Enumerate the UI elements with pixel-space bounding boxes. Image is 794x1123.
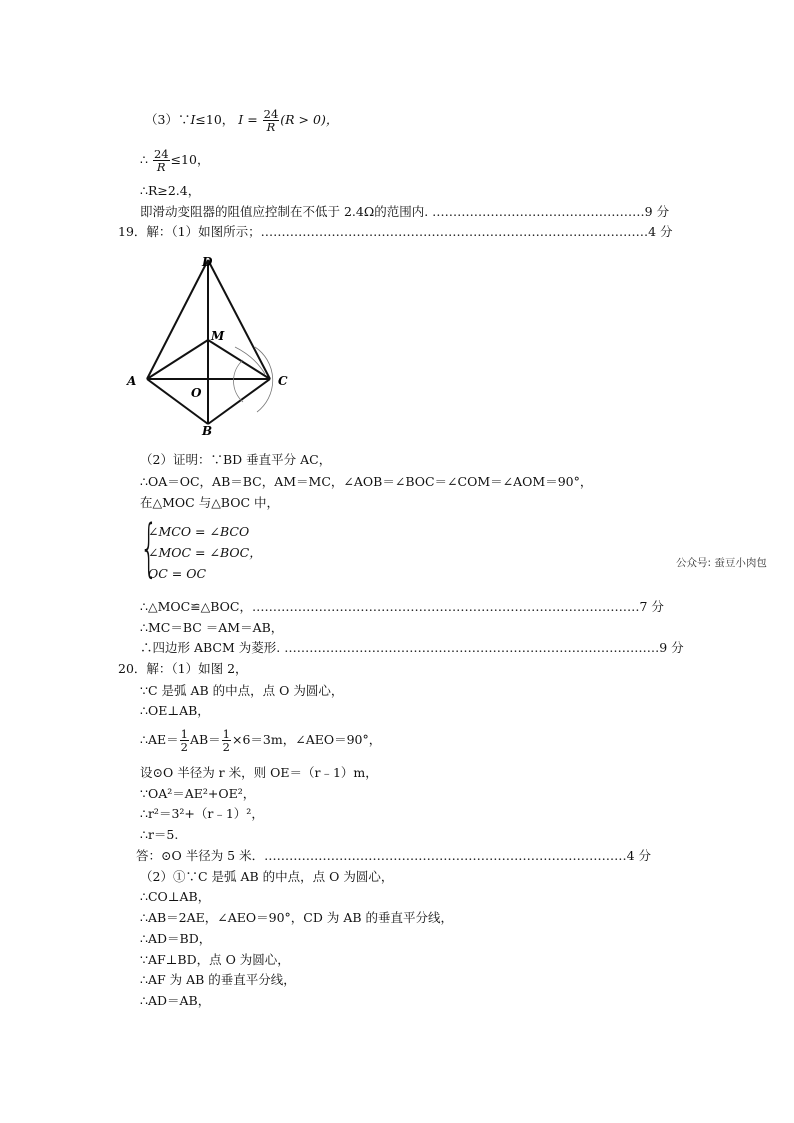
system-line-2: ∠MOC = ∠BOC， — [148, 545, 262, 560]
line-ae-calc — [140, 728, 381, 753]
line-conclusion: 即滑动变阻器的阻值应控制在不低于 2.4Ω的范围内. ……………………………………………9 分 — [140, 204, 670, 219]
side-watermark: 公众号: 蚕豆小肉包 — [676, 557, 767, 569]
text: ≤10， — [195, 112, 235, 127]
fraction — [180, 728, 189, 753]
line-co-perp: ∴CO⊥AB， — [140, 889, 211, 904]
line-ab-2ae: ∴AB＝2AE，∠AEO＝90°，CD 为 AB 的垂直平分线， — [140, 910, 454, 925]
line-proof-start: （2）证明：∵BD 垂直平分 AC， — [140, 452, 332, 467]
line-equal-sides: ∴MC＝BC ＝AM＝AB， — [140, 620, 284, 635]
text: I — [190, 112, 196, 127]
line-part3-condition — [145, 108, 338, 133]
text: （3）∵ — [145, 112, 191, 127]
fraction — [153, 148, 170, 173]
label-b: B — [202, 424, 213, 437]
text: ∴ — [140, 152, 148, 167]
line-part2-start: （2）①∵C 是弧 AB 的中点，点 O 为圆心， — [140, 869, 394, 884]
line-q19-intro: 19．解：（1）如图所示；…………………………………………………………………………………4 分 — [118, 224, 673, 239]
fraction — [222, 728, 231, 753]
line-result: ∴R≥2.4， — [140, 183, 201, 198]
line-af-bisector: ∴AF 为 AB 的垂直平分线， — [140, 972, 296, 987]
fraction-numerator: 24 — [263, 107, 279, 121]
text: I = — [238, 112, 258, 127]
line-answer: 答：⊙O 半径为 5 米．……………………………………………………………………………4 分 — [136, 848, 652, 863]
line-ad-ab: ∴AD＝AB， — [140, 993, 211, 1008]
fraction-numerator: 24 — [153, 147, 169, 161]
line-ad-bd: ∴AD＝BD， — [140, 931, 212, 946]
line-perpendicular: ∴OE⊥AB， — [140, 703, 210, 718]
line-radius-def: 设⊙O 半径为 r 米，则 OE＝（r﹣1）m， — [140, 765, 378, 780]
system-brace: { — [140, 511, 158, 584]
fraction-numerator: 1 — [180, 727, 188, 741]
line-equalities: ∴OA＝OC，AB＝BC，AM＝MC，∠AOB＝∠BOC＝∠COM＝∠AOM＝90°， — [140, 474, 593, 489]
text: AB＝ — [189, 732, 221, 747]
line-inequality — [140, 148, 209, 173]
fraction — [263, 108, 280, 133]
fraction-denominator: 2 — [180, 740, 188, 754]
label-o: O — [191, 386, 202, 400]
label-c: C — [278, 374, 288, 388]
line-q20-intro: 20．解：（1）如图 2， — [118, 661, 248, 676]
text: (R > 0)， — [280, 112, 339, 127]
line-pythagoras: ∵OA²＝AE²+OE²， — [140, 786, 256, 801]
fraction-numerator: 1 — [222, 727, 230, 741]
line-rhombus: ∴四边形 ABCM 为菱形. ………………………………………………………………………………9 分 — [140, 640, 684, 655]
line-triangles: 在△MOC 与△BOC 中， — [140, 495, 280, 510]
label-m: M — [211, 329, 225, 343]
line-r-value: ∴r＝5. — [140, 827, 179, 842]
fraction-denominator: R — [156, 160, 166, 174]
system-line-3: OC = OC — [148, 566, 207, 581]
system-line-1: ∠MCO = ∠BCO — [148, 524, 250, 539]
label-a: A — [127, 374, 137, 388]
line-midpoint: ∵C 是弧 AB 的中点，点 O 为圆心， — [140, 683, 344, 698]
line-congruent: ∴△MOC≌△BOC，…………………………………………………………………………………7 分 — [140, 599, 664, 614]
line-equation: ∴r²＝3²+（r﹣1）²， — [140, 806, 264, 821]
label-d: D — [202, 255, 213, 269]
text: ≤10， — [170, 152, 210, 167]
text: ×6＝3m，∠AEO＝90°， — [231, 732, 382, 747]
text: ∴AE＝ — [140, 732, 179, 747]
rhombus-figure — [125, 252, 305, 437]
fraction-denominator: 2 — [222, 740, 230, 754]
fraction-denominator: R — [266, 120, 276, 134]
line-af-perp: ∵AF⊥BD，点 O 为圆心， — [140, 952, 290, 967]
